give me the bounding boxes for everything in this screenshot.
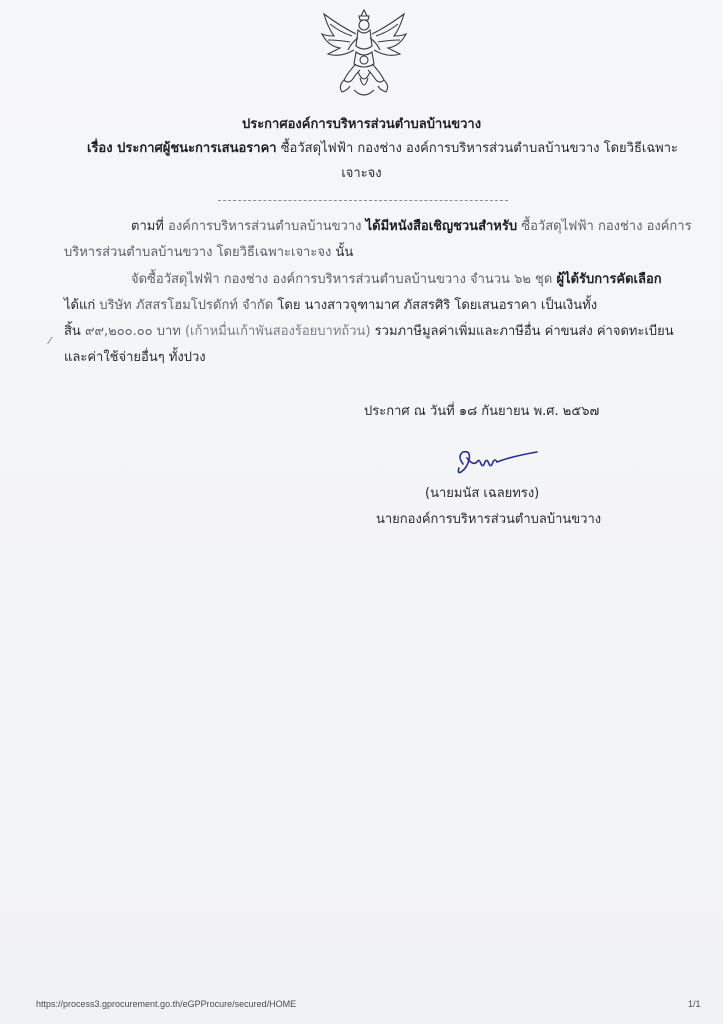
p1-item: ซื้อวัสดุไฟฟ้า กองช่าง องค์การ <box>521 219 692 234</box>
paragraph-1-line-1 <box>131 218 692 236</box>
paragraph-1-line-2 <box>64 244 353 262</box>
paragraph-2-line-3 <box>64 323 674 341</box>
paragraph-2-line-4: และค่าใช้จ่ายอื่นๆ ทั้งปวง <box>64 350 206 365</box>
p2-amount-words: (เก้าหมื่นเก้าพันสองร้อยบาทถ้วน) <box>184 324 371 339</box>
p2-offer: โดย นางสาวจุฑามาศ ภัสสรศิริ โดยเสนอราคา เป็นเงินทั้ง <box>277 298 598 313</box>
p2-inclusive: รวมภาษีมูลค่าเพิ่มและภาษีอื่น ค่าขนส่ง ค่าจดทะเบียน <box>374 324 674 339</box>
p2-namely: ได้แก่ <box>64 298 96 313</box>
announcement-date: ประกาศ ณ วันที่ ๑๘ กันยายน พ.ศ. ๒๕๖๗ <box>364 404 600 419</box>
announcement-title: ประกาศองค์การบริหารส่วนตำบลบ้านขวาง <box>241 117 482 132</box>
p1-invitation: ได้มีหนังสือเชิญชวนสำหรับ <box>365 219 518 234</box>
paragraph-2-line-2 <box>64 297 597 315</box>
header-divider <box>218 200 508 201</box>
footer-page-number: 1/1 <box>688 999 701 1009</box>
signatory-name: (นายมนัส เฉลยทรง) <box>425 486 540 501</box>
signatory-position: นายกองค์การบริหารส่วนตำบลบ้านขวาง <box>376 512 602 527</box>
subject-line-2: เจาะจง <box>341 166 382 181</box>
p2-company: บริษัท ภัสสรโฮมโปรดักท์ จำกัด <box>99 298 274 313</box>
p2-selected: ผู้ได้รับการคัดเลือก <box>556 272 662 287</box>
p1-method: บริหารส่วนตำบลบ้านขวาง โดยวิธีเฉพาะเจาะจง <box>64 245 332 260</box>
p1-agency: องค์การบริหารส่วนตำบลบ้านขวาง <box>168 219 362 234</box>
p1-nan: นั้น <box>335 245 354 260</box>
p2-purchase: จัดซื้อวัสดุไฟฟ้า กองช่าง องค์การบริหารส่วนตำบลบ้านขวาง จำนวน ๖๒ ชุด <box>131 272 553 287</box>
garuda-emblem-icon <box>318 6 410 102</box>
p2-amount: ๙๙,๒๐๐.๐๐ บาท <box>84 324 181 339</box>
p1-word-tamthi: ตามที่ <box>131 219 164 234</box>
margin-tick: ⁄ <box>49 336 51 347</box>
p2-total-word: สิ้น <box>64 324 81 339</box>
handwritten-signature <box>453 446 543 480</box>
subject-text: ซื้อวัสดุไฟฟ้า กองช่าง องค์การบริหารส่วนตำบลบ้านขวาง โดยวิธีเฉพาะ <box>280 141 679 156</box>
subject-prefix: เรื่อง ประกาศผู้ชนะการเสนอราคา <box>87 141 277 156</box>
footer-url: https://process3.gprocurement.go.th/eGPProcure/secured/HOME <box>36 999 297 1009</box>
paragraph-2-line-1 <box>131 271 662 289</box>
subject-line-1 <box>87 140 678 158</box>
